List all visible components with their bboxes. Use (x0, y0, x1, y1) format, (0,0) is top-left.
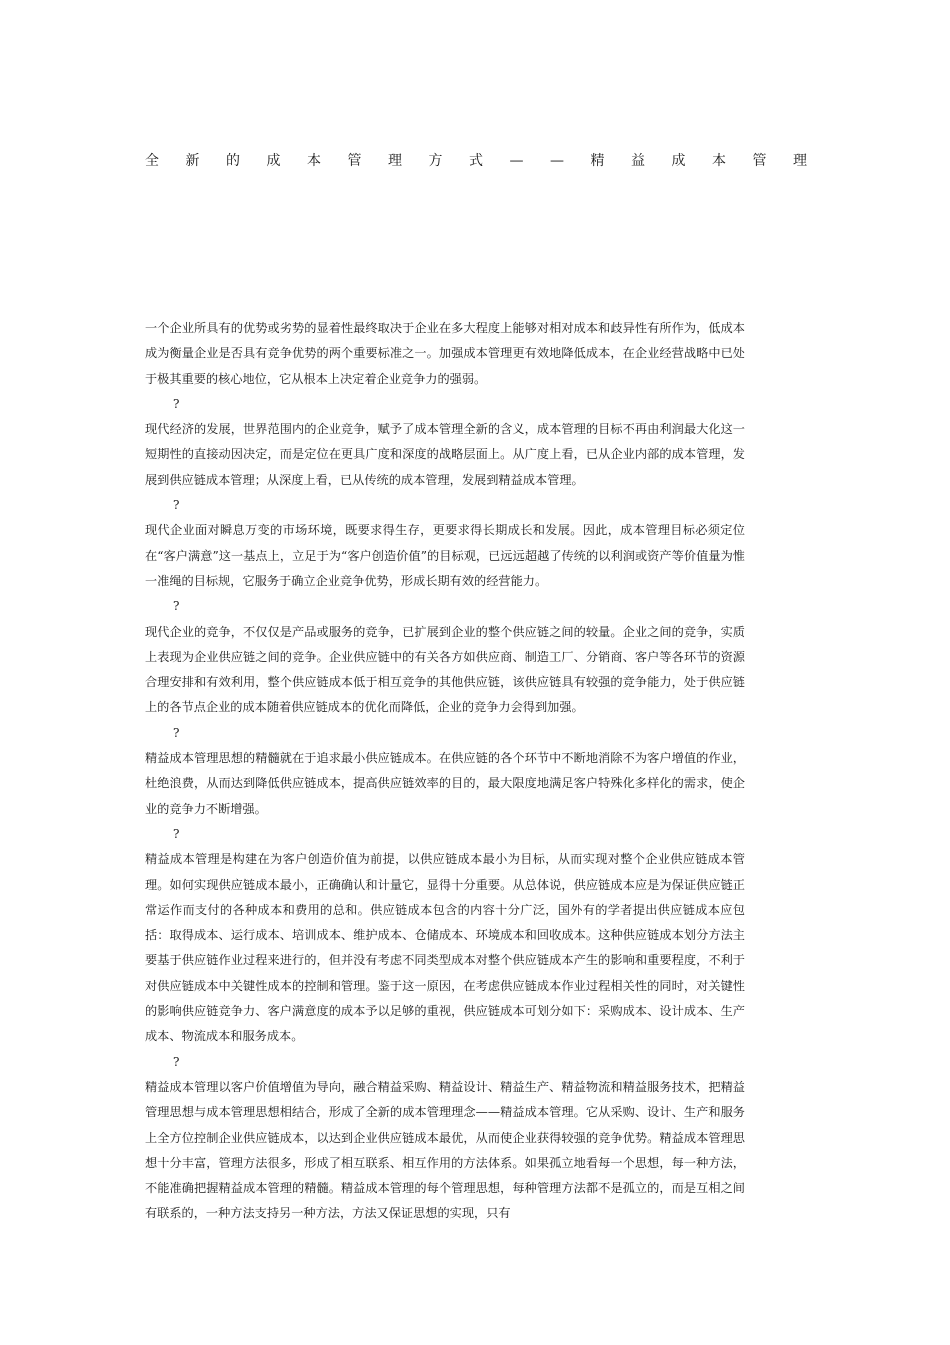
title-char: 理 (793, 153, 807, 169)
paragraph: 精益成本管理以客户价值增值为导向，融合精益采购、精益设计、精益生产、精益物流和精益服务技术，把精益管理思想与成本管理思想相结合，形成了全新的成本管理理念——精益成本管理。它从采购、设计、生产和服务上全方位控制企业供应链成本，以达到企业供应链成本最优，从而使企业获得较强的竞争优势。精益成本管理思想十分丰富，管理方法很多，形成了相互联系、相互作用的方法体系。如果孤立地看每一个思想，每一种方法，不能准确把握精益成本管理的精髓。精益成本管理的每个管理思想，每种管理方法都不是孤立的，而是互相之间有联系的，一种方法支持另一种方法，方法又保证思想的实现，只有 (145, 1079, 745, 1221)
paragraph: 精益成本管理思想的精髓就在于追求最小供应链成本。在供应链的各个环节中不断地消除不为客户增值的作业，杜绝浪费，从而达到降低供应链成本，提高供应链效率的目的，最大限度地满足客户特殊化多样化的需求，使企业的竞争力不断增强。 (145, 751, 745, 816)
title-char: 的 (226, 153, 240, 169)
separator-mark: ? (173, 826, 180, 841)
title-char: 精 (590, 153, 605, 169)
paragraph: 现代企业面对瞬息万变的市场环境，既要求得生存，更要求得长期成长和发展。因此，成本管理目标必须定位在“客户满意”这一基点上，立足于为“客户创造价值”的目标观，已远远超越了传统的以利润或资产等价值量为惟一准绳的目标规，它服务于确立企业竞争优势，形成长期有效的经营能力。 (145, 523, 745, 588)
title-char: 管 (347, 153, 362, 169)
separator-mark: ? (173, 498, 180, 513)
title-char: 方 (428, 153, 443, 169)
paragraph: 精益成本管理是构建在为客户创造价值为前提，以供应链成本最小为目标，从而实现对整个企业供应链成本管理。如何实现供应链成本最小，正确确认和计量它，显得十分重要。从总体说，供应链成本应是为保证供应链正常运作而支付的各种成本和费用的总和。供应链成本包含的内容十分广泛，国外有的学者提出供应链成本应包括：取得成本、运行成本、培训成本、维护成本、仓储成本、环境成本和回收成本。这种供应链成本划分方法主要基于供应链作业过程来进行的，但并没有考虑不同类型成本对整个供应链成本产生的影响和重要程度，不利于对供应链成本中关键性成本的控制和管理。鉴于这一原因，在考虑供应链成本作业过程相关性的同时，对关键性的影响供应链竞争力、客户满意度的成本予以足够的重视，供应链成本可划分如下：采购成本、设计成本、生产成本、物流成本和服务成本。 (145, 852, 745, 1044)
separator-mark: ? (173, 396, 180, 411)
title-char: 本 (307, 153, 321, 169)
separator-mark: ? (173, 599, 180, 614)
title-char: 式 (469, 153, 483, 169)
paragraph: 一个企业所具有的优势或劣势的显着性最终取决于企业在多大程度上能够对相对成本和歧异性有所作为，低成本成为衡量企业是否具有竞争优势的两个重要标准之一。加强成本管理更有效地降低成本，在企业经营战略中已处于极其重要的核心地位，它从根本上决定着企业竞争力的强弱。 (145, 321, 745, 386)
title-char: — (550, 153, 564, 169)
separator-mark: ? (173, 1054, 180, 1069)
title-char: 本 (712, 153, 726, 169)
paragraph: 现代经济的发展，世界范围内的企业竞争，赋予了成本管理全新的含义，成本管理的目标不再由利润最大化这一短期性的直接动因决定，而是定位在更具广度和深度的战略层面上。从广度上看，已从企业内部的成本管理，发展到供应链成本管理；从深度上看，已从传统的成本管理，发展到精益成本管理。 (145, 422, 745, 487)
title-char: 成 (671, 153, 686, 169)
paragraph: 现代企业的竞争，不仅仅是产品或服务的竞争，已扩展到企业的整个供应链之间的较量。企业之间的竞争，实质上表现为企业供应链之间的竞争。企业供应链中的有关各方如供应商、制造工厂、分销商、客户等各环节的资源合理安排和有效利用，整个供应链成本低于相互竞争的其他供应链，该供应链具有较强的竞争能力，处于供应链上的各节点企业的成本随着供应链成本的优化而降低，企业的竞争力会得到加强。 (145, 624, 745, 715)
title-char: 成 (266, 153, 281, 169)
separator-mark: ? (173, 725, 180, 740)
document-title (145, 150, 807, 172)
title-char: 新 (185, 153, 200, 169)
document-body (145, 316, 745, 1227)
title-char: 全 (145, 153, 159, 169)
title-char: 益 (631, 153, 645, 169)
title-char: — (509, 153, 524, 169)
title-char: 理 (388, 153, 402, 169)
title-char: 管 (752, 153, 767, 169)
